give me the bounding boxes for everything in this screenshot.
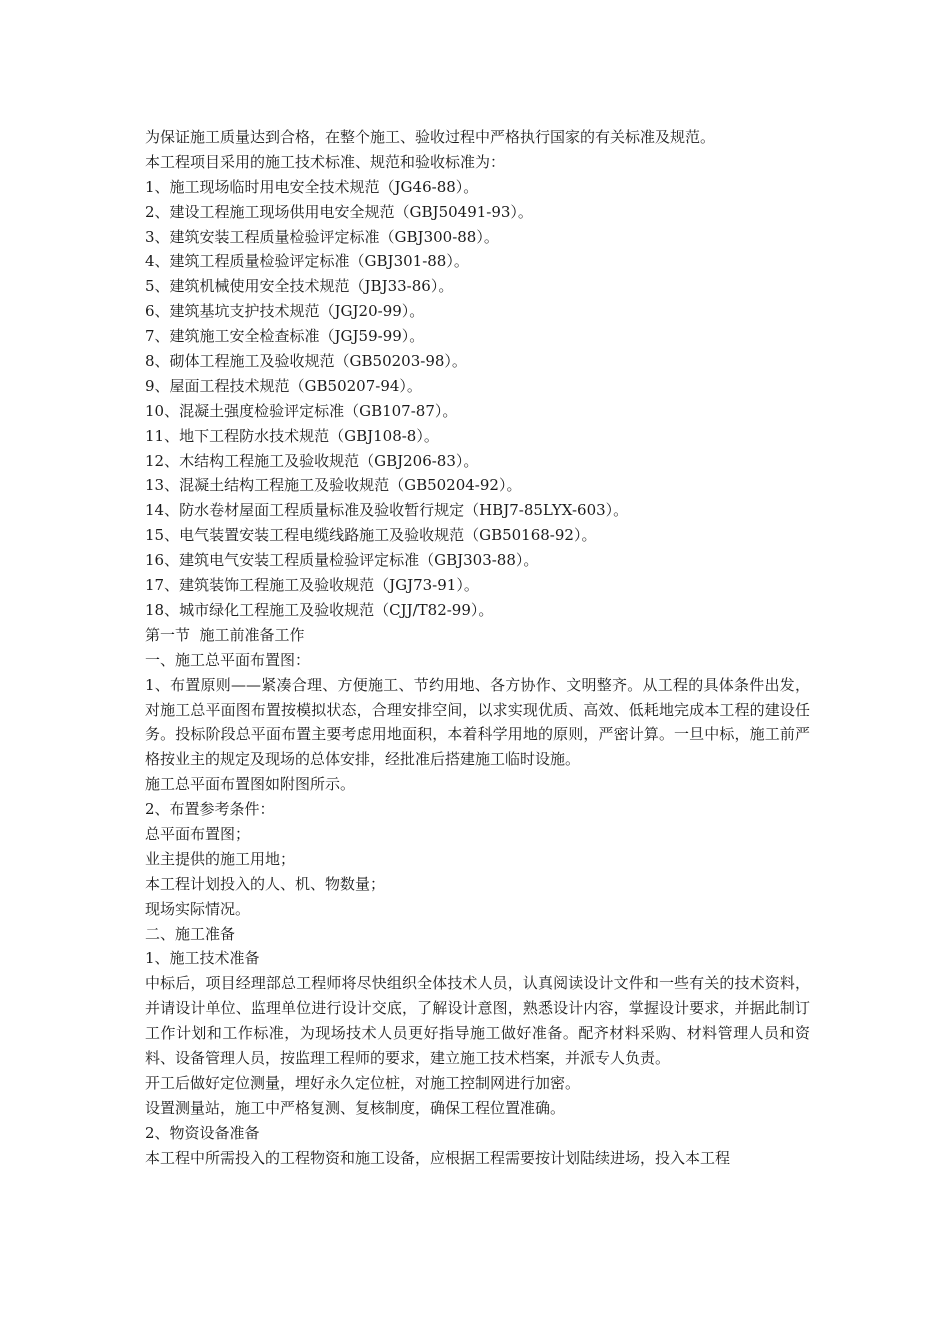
layout-principle-paragraph: 1、布置原则——紧凑合理、方便施工、节约用地、各方协作、文明整齐。从工程的具体条件出发，对施工总平面图布置按模拟状态，合理安排空间，以求实现优质、高效、低耗地完成本工程的建设任务。投标阶段总平面布置主要考虑用地面积，本着科学用地的原则，严密计算。一旦中标，施工前严格按业主的规定及现场的总体安排，经批准后搭建施工临时设施。: [145, 675, 810, 769]
reference-conditions-heading: 2、布置参考条件：: [145, 800, 275, 819]
standard-item: 1、施工现场临时用电安全技术规范（JG46-88）。: [145, 177, 479, 196]
condition-item: 本工程计划投入的人、机、物数量；: [145, 874, 386, 893]
standard-item: 3、建筑安装工程质量检验评定标准（GBJ300-88）。: [145, 227, 499, 246]
condition-item: 现场实际情况。: [145, 899, 251, 918]
part2-heading: 二、施工准备: [145, 924, 236, 943]
technical-prep-heading: 1、施工技术准备: [145, 949, 260, 968]
standard-item: 13、混凝土结构工程施工及验收规范（GB50204-92）。: [145, 476, 522, 495]
intro-line: 为保证施工质量达到合格，在整个施工、验收过程中严格执行国家的有关标准及规范。: [145, 128, 716, 146]
standard-item: 18、城市绿化工程施工及验收规范（CJJ/T82-99）。: [145, 600, 494, 619]
standard-item: 10、混凝土强度检验评定标准（GB107-87）。: [145, 401, 458, 420]
materials-prep-paragraph: 本工程中所需投入的工程物资和施工设备，应根据工程需要按计划陆续进场，投入本工程: [145, 1148, 731, 1167]
standard-item: 17、建筑装饰工程施工及验收规范（JGJ73-91）。: [145, 576, 479, 595]
technical-prep-paragraph: 中标后，项目经理部总工程师将尽快组织全体技术人员，认真阅读设计文件和一些有关的技术资料，并请设计单位、监理单位进行设计交底，了解设计意图，熟悉设计内容，掌握设计要求，并据此制订工作计划和工作标准，为现场技术人员更好指导施工做好准备。配齐材料采购、材料管理人员和资料、设备管理人员，按监理工程师的要求，建立施工技术档案，并派专人负责。: [145, 974, 810, 1068]
standard-item: 16、建筑电气安装工程质量检验评定标准（GBJ303-88）。: [145, 551, 539, 570]
standard-item: 14、防水卷材屋面工程质量标准及验收暂行规定（HBJ7-85LYX-603）。: [145, 501, 629, 520]
condition-item: 总平面布置图；: [145, 825, 251, 843]
standard-item: 4、建筑工程质量检验评定标准（GBJ301-88）。: [145, 252, 469, 271]
condition-item: 业主提供的施工用地；: [145, 849, 296, 868]
standard-item: 7、建筑施工安全检查标准（JGJ59-99）。: [145, 327, 425, 346]
standard-item: 8、砌体工程施工及验收规范（GB50203-98）。: [145, 352, 467, 371]
intro-line: 本工程项目采用的施工技术标准、规范和验收标准为：: [145, 152, 506, 171]
materials-prep-heading: 2、物资设备准备: [145, 1123, 260, 1142]
survey-station-line: 设置测量站，施工中严格复测、复核制度，确保工程位置准确。: [145, 1098, 566, 1117]
part1-heading: 一、施工总平面布置图：: [145, 650, 311, 669]
standard-item: 5、建筑机械使用安全技术规范（JBJ33-86）。: [145, 277, 454, 296]
section-title: 第一节 施工前准备工作: [145, 625, 305, 644]
standard-item: 12、木结构工程施工及验收规范（GBJ206-83）。: [145, 451, 479, 470]
standard-item: 9、屋面工程技术规范（GB50207-94）。: [145, 376, 422, 395]
standard-item: 15、电气装置安装工程电缆线路施工及验收规范（GB50168-92）。: [145, 526, 597, 545]
standard-item: 6、建筑基坑支护技术规范（JGJ20-99）。: [145, 302, 425, 321]
standard-item: 11、地下工程防水技术规范（GBJ108-8）。: [145, 426, 439, 445]
standard-item: 2、建设工程施工现场供用电安全规范（GBJ50491-93）。: [145, 202, 533, 221]
surveying-line: 开工后做好定位测量，埋好永久定位桩，对施工控制网进行加密。: [145, 1073, 581, 1092]
figure-note: 施工总平面布置图如附图所示。: [145, 775, 356, 794]
document-page: [145, 125, 810, 1171]
